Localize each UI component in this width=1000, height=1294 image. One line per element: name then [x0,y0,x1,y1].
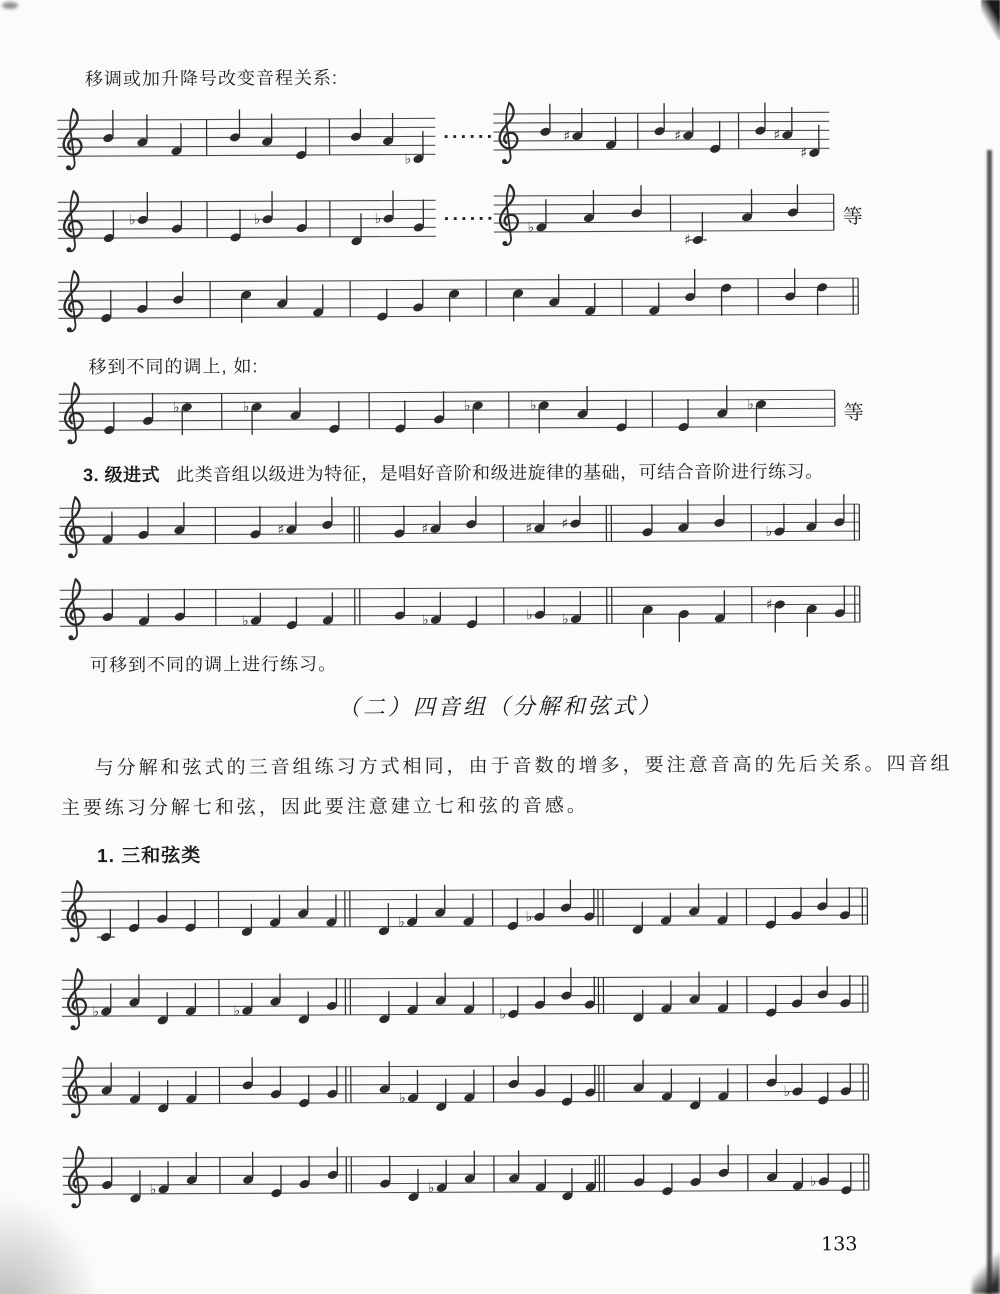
svg-text:♭: ♭ [374,211,382,228]
svg-text:♭: ♭ [809,1173,817,1190]
svg-text:♭: ♭ [172,399,180,416]
svg-text:♭: ♭ [398,914,405,931]
svg-text:♯: ♯ [800,145,808,162]
practice-line: 可移到不同的调上进行练习。 [90,653,338,676]
staff-system-s3 [58,258,881,372]
svg-text:♯: ♯ [765,597,773,614]
svg-text:♭: ♭ [399,1090,406,1107]
svg-text:♭: ♭ [765,524,773,541]
svg-text:♭: ♭ [562,611,569,628]
svg-text:♯: ♯ [674,128,682,145]
svg-text:♭: ♭ [242,613,249,630]
svg-text:♭: ♭ [427,1180,435,1197]
staff-system-s10 [63,1134,892,1248]
continuation-dots: ······ [443,126,496,149]
etc-label: 等 [842,206,863,229]
svg-text:♯: ♯ [277,522,285,539]
svg-text:♯: ♯ [561,516,569,533]
section-heading-four-note-groups: （二）四音组（分解和弦式） [337,693,663,720]
svg-text:♯: ♯ [421,521,429,538]
etc-label: 等 [843,402,864,425]
continuation-dots: ······ [443,208,496,231]
svg-text:♯: ♯ [683,232,691,249]
svg-text:♯: ♯ [525,520,533,537]
svg-text:♯: ♯ [773,127,781,144]
svg-text:♭: ♭ [149,1181,157,1198]
svg-text:♭: ♭ [463,398,471,415]
paragraph-line-2: 主要练习分解七和弦，因此要注意建立七和弦的音感。 [60,795,589,820]
paragraph-line-1: 与分解和弦式的三音组练习方式相同，由于音数的增多，要注意音高的先后关系。四音组 [94,753,953,780]
subsection-heading-triads: 1. 三和弦类 [97,845,202,868]
svg-text:♭: ♭ [783,1083,791,1101]
svg-text:♭: ♭ [92,1004,100,1021]
svg-text:♭: ♭ [422,612,429,629]
svg-text:♭: ♭ [242,399,250,416]
staff-system-s6 [60,566,883,680]
item3-label: 3. 级进式 [83,464,161,486]
page-number: 133 [821,1233,858,1256]
svg-text:♭: ♭ [253,211,261,228]
transpose-line: 移到不同的调上, 如: [88,356,259,378]
svg-text:♭: ♭ [525,909,533,926]
svg-text:♭: ♭ [233,1003,241,1020]
item3-body: 此类音组以级进为特征，是唱好音阶和级进旋律的基础，可结合音阶进行练习。 [176,461,824,485]
svg-text:♭: ♭ [525,607,533,624]
svg-text:♭: ♭ [529,397,537,414]
intro-line: 移调或加升降号改变音程关系: [84,67,339,90]
svg-text:♭: ♭ [499,1006,507,1023]
staff-system-s4 [59,370,858,484]
svg-text:♭: ♭ [747,396,754,413]
svg-text:♭: ♭ [527,219,535,236]
svg-text:♭: ♭ [404,151,412,168]
svg-text:♭: ♭ [128,212,136,229]
svg-text:♯: ♯ [563,128,571,145]
